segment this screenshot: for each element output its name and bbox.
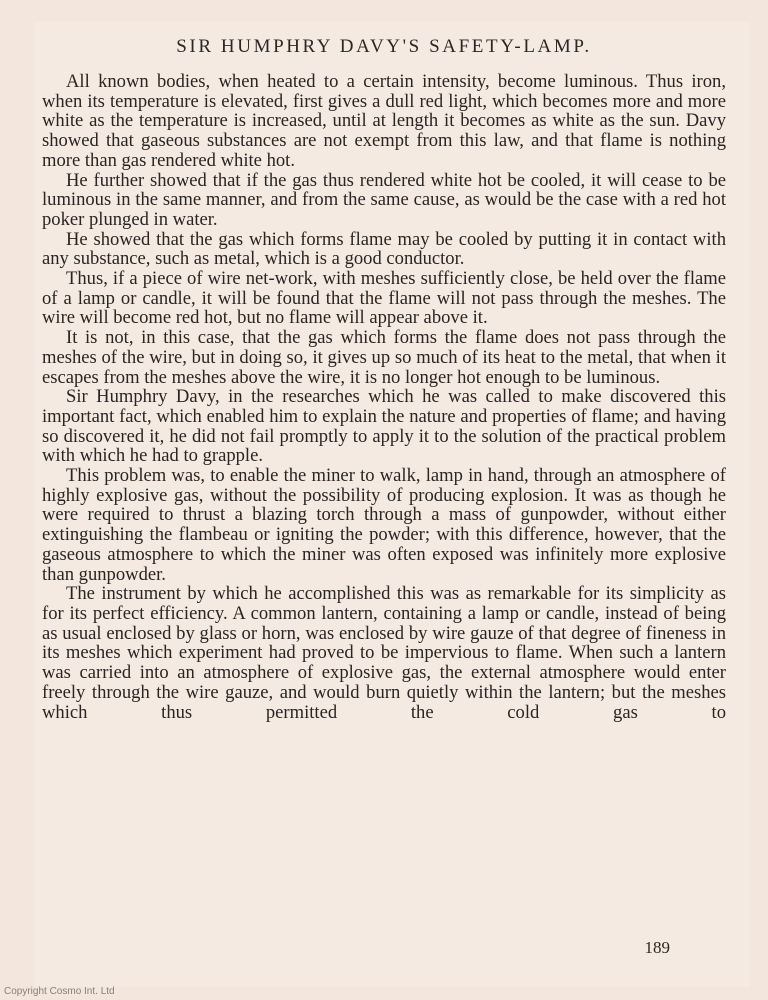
paragraph: Thus, if a piece of wire net-work, with meshes sufficiently close, be held over the flame of a lamp or candle, it will be found that the flame will not pass through the meshes. The wire will become red hot, but no flame will appear above it. [42,268,726,329]
page-number: 189 [644,938,670,957]
body-text [42,72,726,722]
paragraph: He showed that the gas which forms flame may be cooled by putting it in contact with any substance, such as metal, which is a good conductor. [42,228,726,270]
page-title: SIR HUMPHRY DAVY'S SAFETY-LAMP. [176,36,592,57]
copyright-watermark: Copyright Cosmo Int. Ltd [4,986,115,997]
paragraph: All known bodies, when heated to a certain intensity, become luminous. Thus iron, when its temperature is elevated, first gives a dull red light, which becomes more and more white as the temperature is increased, until at length it becomes as white as the sun. Davy showed that gaseous substances are not exempt from this law, and that flame is nothing more than gas rendered white hot. [42,71,726,171]
paragraph: He further showed that if the gas thus rendered white hot be cooled, it will cease to be luminous in the same manner, and from the same cause, as would be the case with a red hot poker plunged in water. [42,169,726,230]
paragraph: The instrument by which he accomplished this was as remarkable for its simplicity as for its perfect efficiency. A common lantern, containing a lamp or candle, instead of being as usual enclosed by glass or horn, was enclosed by wire gauze of that degree of fineness in its meshes which experiment had proved to be impervious to flame. When such a lantern was carried into an atmosphere of explosive gas, the external atmosphere would enter freely through the wire gauze, and would burn quietly within the lantern; but the meshes which thus permitted the cold gas to [42,583,726,723]
paragraph: It is not, in this case, that the gas which forms the flame does not pass through the meshes of the wire, but in doing so, it gives up so much of its heat to the metal, that when it escapes from the meshes above the wire, it is no longer hot enough to be luminous. [42,327,726,388]
paragraph: This problem was, to enable the miner to walk, lamp in hand, through an atmosphere of highly explosive gas, without the possibility of producing explosion. It was as though he were required to thrust a blazing torch through a mass of gunpowder, without either extinguishing the flambeau or igniting the powder; with this difference, however, that the gaseous atmosphere to which the miner was often exposed was infinitely more explosive than gunpowder. [42,465,726,585]
paragraph: Sir Humphry Davy, in the researches which he was called to make discovered this important fact, which enabled him to explain the nature and properties of flame; and having so discovered it, he did not fail promptly to apply it to the solution of the practical problem with which he had to grapple. [42,386,726,467]
